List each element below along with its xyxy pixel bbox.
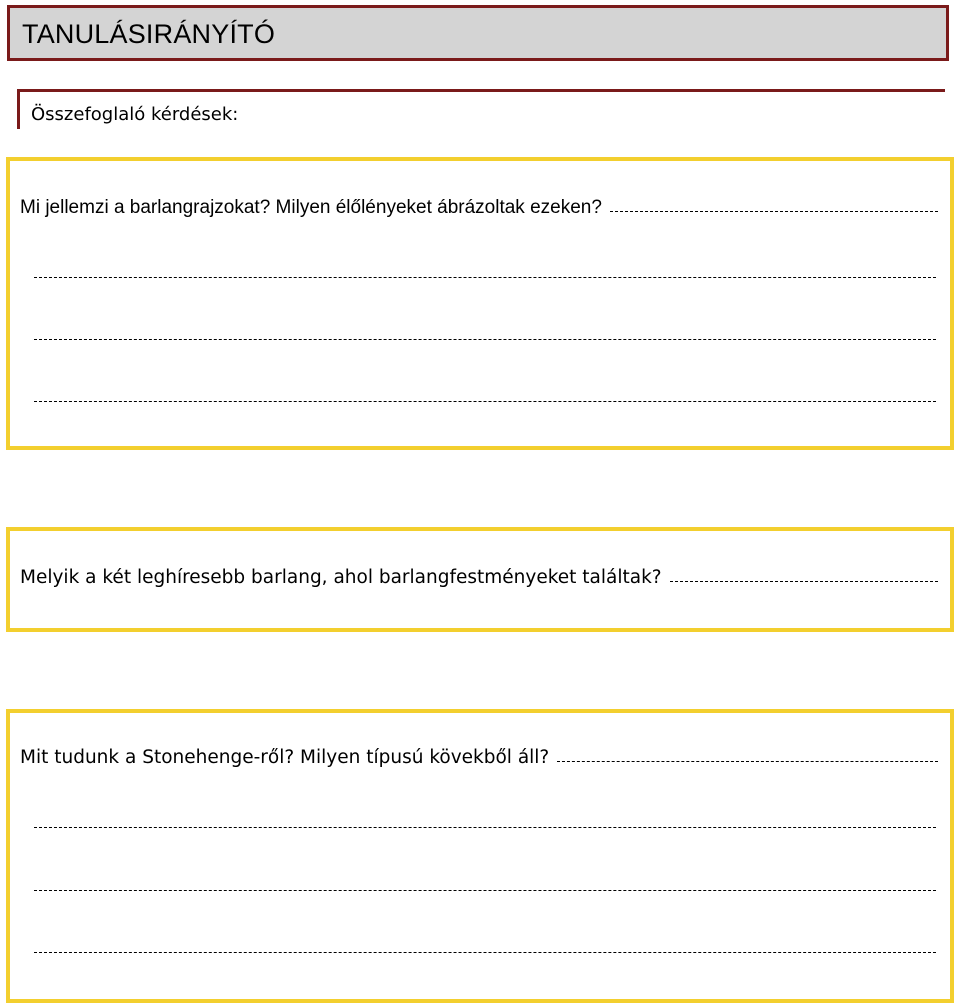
question-3-row <box>20 747 938 768</box>
title-box <box>7 5 949 61</box>
answer-2-inline-blank[interactable] <box>670 580 938 582</box>
section-header <box>17 89 945 129</box>
page-title: TANULÁSIRÁNYÍTÓ <box>22 19 276 49</box>
answer-1-line-1[interactable] <box>34 277 936 278</box>
question-box-3 <box>6 709 954 1003</box>
question-2-row <box>20 567 938 588</box>
answer-3-line-3[interactable] <box>34 952 936 953</box>
question-box-2 <box>6 527 954 632</box>
question-1-text: Mi jellemzi a barlangrajzokat? Milyen élőlényeket ábrázoltak ezeken? <box>20 197 602 218</box>
answer-1-line-2[interactable] <box>34 339 936 340</box>
answer-1-inline-blank[interactable] <box>610 210 938 212</box>
question-3-text: Mit tudunk a Stonehenge-ről? Milyen típusú kövekből áll? <box>20 747 550 768</box>
answer-3-inline-blank[interactable] <box>557 760 938 762</box>
answer-3-line-1[interactable] <box>34 827 936 828</box>
section-heading: Összefoglaló kérdések: <box>31 104 239 125</box>
answer-3-line-2[interactable] <box>34 890 936 891</box>
question-2-text: Melyik a két leghíresebb barlang, ahol barlangfestményeket találtak? <box>20 567 662 588</box>
question-box-1 <box>6 157 954 450</box>
question-1-row <box>20 197 938 219</box>
answer-1-line-3[interactable] <box>34 401 936 402</box>
